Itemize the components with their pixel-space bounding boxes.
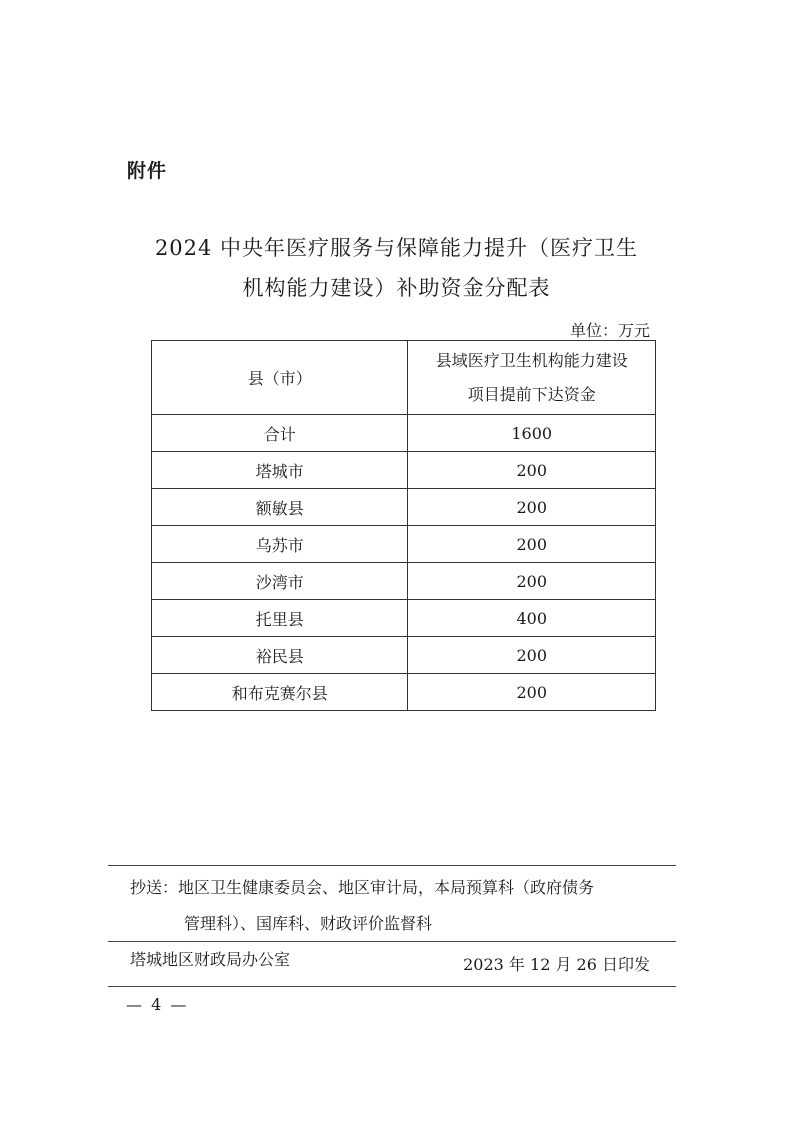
row-value: 200 xyxy=(408,489,656,526)
document-title-line-2: 机构能力建设）补助资金分配表 xyxy=(242,276,551,300)
allocation-table xyxy=(151,340,656,711)
table-row xyxy=(152,637,656,674)
row-value: 200 xyxy=(408,526,656,563)
row-value: 200 xyxy=(408,452,656,489)
table-row xyxy=(152,563,656,600)
unit-label: 单位：万元 xyxy=(569,321,650,340)
cc-line-2: 管理科）、国库科、财政评价监督科 xyxy=(184,914,433,933)
table-row xyxy=(152,526,656,563)
header-funds-line-1: 县域医疗卫生机构能力建设 xyxy=(435,350,628,370)
table-row xyxy=(152,674,656,711)
attachment-label: 附件 xyxy=(127,160,168,182)
cc-line-1: 抄送：地区卫生健康委员会、地区审计局，本局预算科（政府债务 xyxy=(130,878,595,897)
row-value: 200 xyxy=(408,674,656,711)
issue-date: 2023 年 12 月 26 日印发 xyxy=(463,955,650,974)
row-name: 合计 xyxy=(152,415,408,452)
table-row xyxy=(152,489,656,526)
divider-bottom xyxy=(108,986,676,987)
table-header-row xyxy=(152,341,656,415)
row-name: 乌苏市 xyxy=(152,526,408,563)
row-name: 沙湾市 xyxy=(152,563,408,600)
table-row xyxy=(152,452,656,489)
divider-middle xyxy=(108,941,676,942)
table-row-total xyxy=(152,415,656,452)
row-name: 托里县 xyxy=(152,600,408,637)
cc-block xyxy=(130,870,690,942)
header-funds-line-2: 项目提前下达资金 xyxy=(467,384,596,404)
row-value: 400 xyxy=(408,600,656,637)
row-name: 和布克赛尔县 xyxy=(152,674,408,711)
issuer-office: 塔城地区财政局办公室 xyxy=(130,950,291,969)
row-name: 裕民县 xyxy=(152,637,408,674)
header-county: 县（市） xyxy=(152,341,408,415)
row-name: 塔城市 xyxy=(152,452,408,489)
page-number: — 4 — xyxy=(126,995,189,1014)
row-value: 200 xyxy=(408,637,656,674)
row-name: 额敏县 xyxy=(152,489,408,526)
header-funds xyxy=(408,341,656,415)
divider-top xyxy=(108,865,676,866)
document-title-line-1: 2024 中央年医疗服务与保障能力提升（医疗卫生 xyxy=(154,236,639,260)
table-row xyxy=(152,600,656,637)
row-value: 200 xyxy=(408,563,656,600)
row-value: 1600 xyxy=(408,415,656,452)
